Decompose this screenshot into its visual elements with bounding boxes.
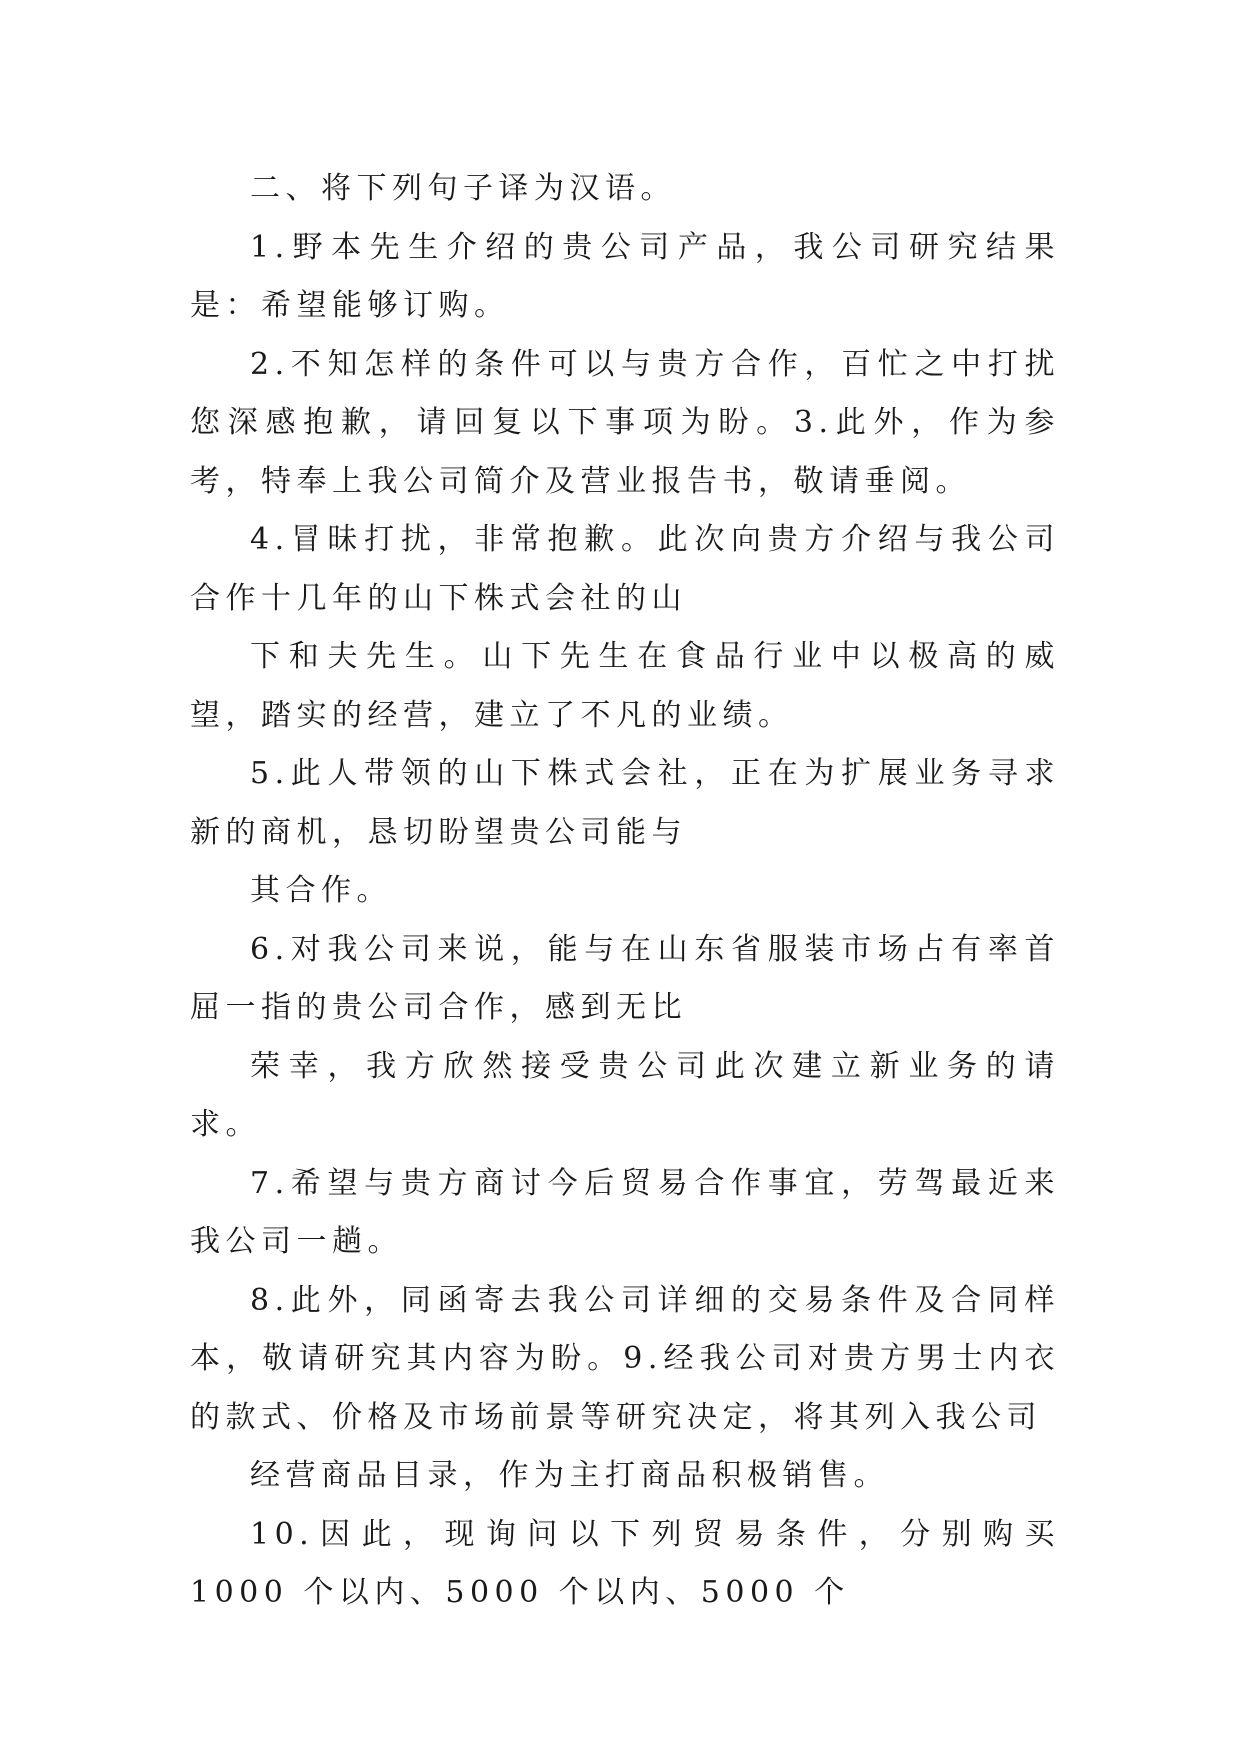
paragraph-4: 4.冒昧打扰，非常抱歉。此次向贵方介绍与我公司合作十几年的山下株式会社的山 — [190, 522, 1060, 616]
paragraph-5-continued: 其合作。 — [250, 873, 392, 908]
paragraph-4-continued: 下和夫先生。山下先生在食品行业中以极高的威望，踏实的经营，建立了不凡的业绩。 — [190, 639, 1060, 733]
document-body — [190, 160, 1060, 1623]
paragraph-5: 5.此人带领的山下株式会社，正在为扩展业务寻求新的商机，恳切盼望贵公司能与 — [190, 756, 1060, 850]
paragraph-1: 1.野本先生介绍的贵公司产品，我公司研究结果是：希望能够订购。 — [190, 229, 1060, 323]
paragraph-6: 6.对我公司来说，能与在山东省服装市场占有率首屈一指的贵公司合作，感到无比 — [190, 931, 1060, 1025]
paragraph-8: 8.此外，同函寄去我公司详细的交易条件及合同样本，敬请研究其内容为盼。9.经我公司对贵方男士内衣的款式、价格及市场前景等研究决定，将其列入我公司 — [190, 1282, 1060, 1435]
paragraph-7: 7.希望与贵方商讨今后贸易合作事宜，劳驾最近来我公司一趟。 — [190, 1165, 1060, 1259]
paragraph-2: 2.不知怎样的条件可以与贵方合作，百忙之中打扰您深感抱歉，请回复以下事项为盼。3.此外，作为参考，特奉上我公司简介及营业报告书，敬请垂阅。 — [190, 346, 1060, 499]
section-heading: 二、将下列句子译为汉语。 — [250, 171, 676, 206]
paragraph-6-continued: 荣幸，我方欣然接受贵公司此次建立新业务的请求。 — [190, 1048, 1060, 1142]
paragraph-9-continued: 经营商品目录，作为主打商品积极销售。 — [250, 1458, 889, 1493]
paragraph-10: 10.因此，现询问以下列贸易条件，分别购买 1000 个以内、5000 个以内、5000 个 — [190, 1516, 1060, 1610]
